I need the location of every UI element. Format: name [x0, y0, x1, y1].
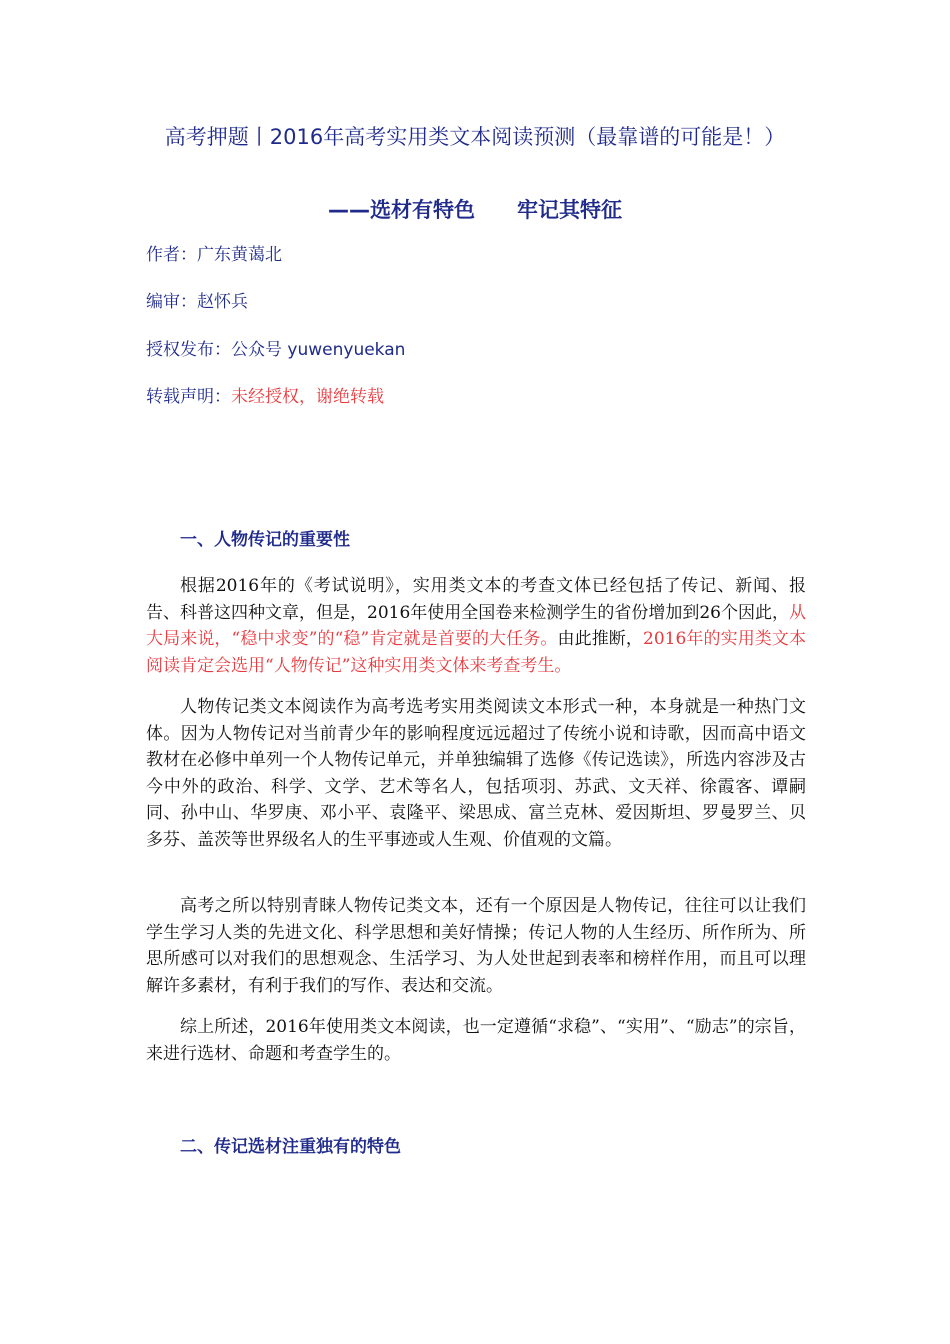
editor-label: 编审：	[146, 292, 197, 312]
publish-label: 授权发布：	[146, 340, 231, 360]
section-1-paragraph-1	[146, 573, 806, 679]
reprint-line	[146, 386, 384, 408]
publish-line	[146, 339, 405, 361]
editor-line	[146, 291, 248, 313]
document-title: 高考押题丨2016年高考实用类文本阅读预测（最靠谱的可能是！）	[164, 125, 786, 149]
paragraph-1-highlight-a: 从大局来说，“稳中求变”的“稳”肯定就是首要的大任务。	[146, 602, 806, 649]
paragraph-1-text-a: 根据2016年的《考试说明》，实用类文本的考查文体已经包括了传记、新闻、报告、科普这四种文章，但是，2016年使用全国卷来检测学生的省份增加到26个因此，	[146, 576, 806, 623]
publish-prefix: 公众号	[231, 340, 282, 360]
paragraph-1-highlight-b: 2016年的实用类文本阅读肯定会选用“人物传记”这种实用类文体来考查考生。	[146, 629, 807, 676]
author-line	[146, 244, 282, 266]
reprint-notice: 未经授权，谢绝转载	[231, 387, 384, 407]
document-subtitle: ——选材有特色 牢记其特征	[328, 198, 622, 222]
section-2-heading: 二、传记选材注重独有的特色	[180, 1137, 401, 1157]
section-1-heading: 一、人物传记的重要性	[180, 530, 350, 550]
section-1-paragraph-4: 综上所述，2016年使用类文本阅读，也一定遵循“求稳”、“实用”、“励志”的宗旨，来进行选材、命题和考查学生的。	[146, 1017, 806, 1064]
author-label: 作者：	[146, 245, 197, 265]
section-1-paragraph-2: 人物传记类文本阅读作为高考选考实用类阅读文本形式一种，本身就是一种热门文体。因为人物传记对当前青少年的影响程度远远超过了传统小说和诗歌，因而高中语文教材在必修中单列一个人物传记单元，并单独编辑了选修《传记选读》，所选内容涉及古今中外的政治、科学、文学、艺术等名人，包括项羽、苏武、文天祥、徐霞客、谭嗣同、孙中山、华罗庚、邓小平、袁隆平、梁思成、富兰克林、爱因斯坦、罗曼罗兰、贝多芬、盖茨等世界级名人的生平事迹或人生观、价值观的文篇。	[146, 697, 806, 850]
paragraph-1-text-b: 由此推断，	[557, 629, 644, 649]
editor-name: 赵怀兵	[197, 292, 248, 312]
author-name: 广东黄蔼北	[197, 245, 282, 265]
reprint-label: 转载声明：	[146, 387, 231, 407]
publish-account: yuwenyuekan	[287, 340, 406, 360]
section-1-paragraph-3: 高考之所以特别青睐人物传记类文本，还有一个原因是人物传记，往往可以让我们学生学习人类的先进文化、科学思想和美好情操；传记人物的人生经历、所作所为、所思所感可以对我们的思想观念、生活学习、为人处世起到表率和榜样作用，而且可以理解许多素材，有利于我们的写作、表达和交流。	[146, 896, 806, 996]
